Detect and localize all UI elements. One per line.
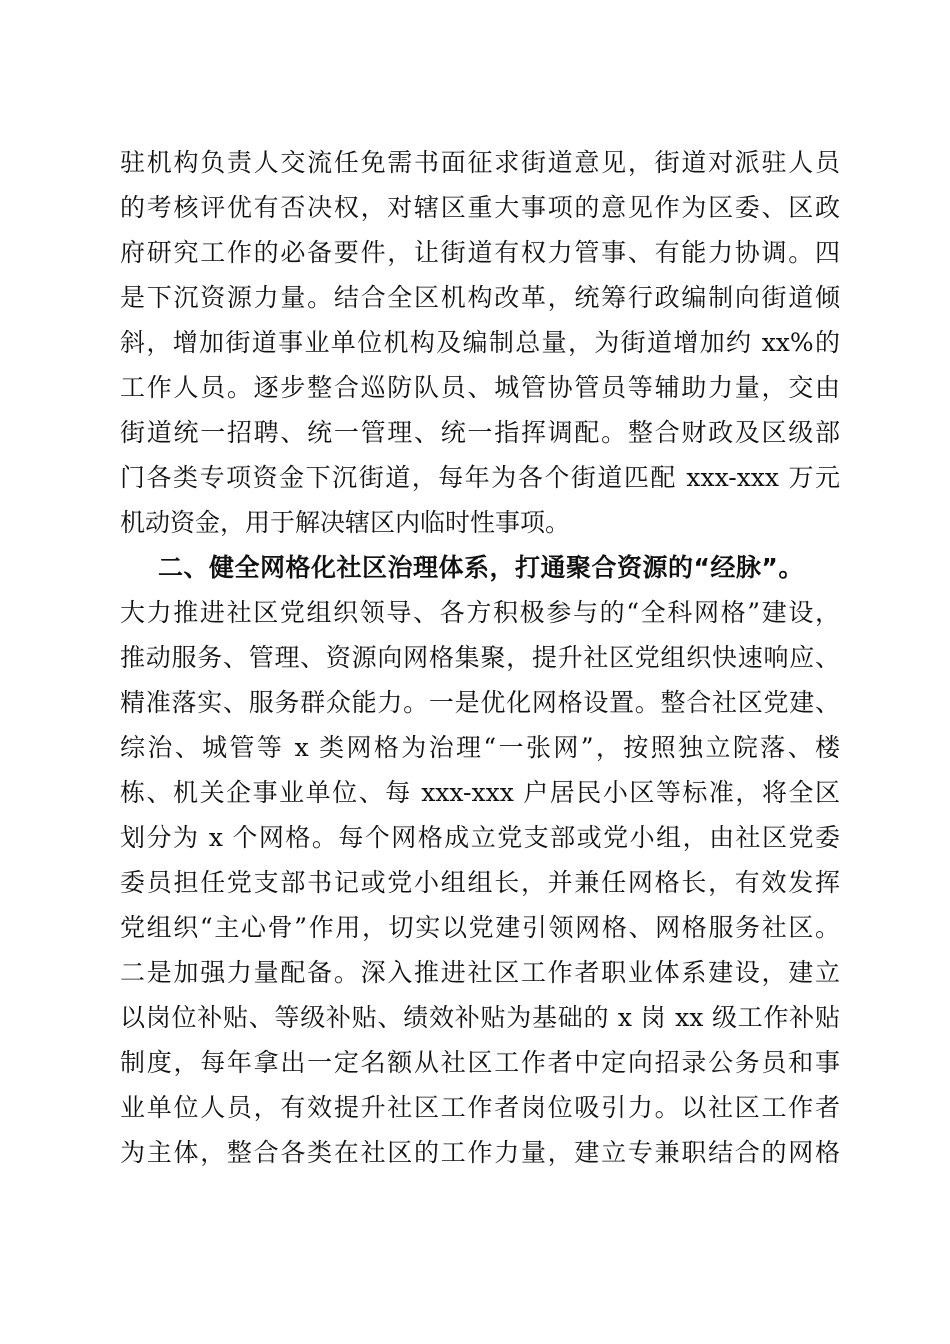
section-heading: 二、健全网格化社区治理体系，打通聚合资源的“经脉”。 — [158, 553, 804, 582]
paragraph-2-line-9: 二是加强力量配备。深入推进社区工作者职业体系建设，建立 — [120, 958, 840, 987]
paragraph-2-line-2: 推动服务、管理、资源向网格集聚，提升社区党组织快速响应、 — [120, 643, 840, 672]
paragraph-2-line-6: 划分为 x 个网格。每个网格成立党支部或党小组，由社区党委 — [120, 823, 840, 852]
paragraph-1-line-4: 是下沉资源力量。结合全区机构改革，统筹行政编制向街道倾 — [120, 283, 840, 312]
paragraph-2-line-3: 精准落实、服务群众能力。一是优化网格设置。整合社区党建、 — [120, 688, 840, 717]
paragraph-1-line-3: 府研究工作的必备要件，让街道有权力管事、有能力协调。四 — [120, 238, 840, 267]
paragraph-2-line-1: 大力推进社区党组织领导、各方积极参与的“全科网格”建设， — [120, 598, 840, 627]
paragraph-2-line-5: 栋、机关企事业单位、每 xxx-xxx 户居民小区等标准，将全区 — [120, 778, 840, 807]
paragraph-2-line-11: 制度，每年拿出一定名额从社区工作者中定向招录公务员和事 — [120, 1048, 840, 1077]
paragraph-2-line-8: 党组织“主心骨”作用，切实以党建引领网格、网格服务社区。 — [120, 913, 840, 942]
paragraph-1-line-5: 斜，增加街道事业单位机构及编制总量，为街道增加约 xx%的 — [120, 328, 840, 357]
paragraph-1-line-6: 工作人员。逐步整合巡防队员、城管协管员等辅助力量，交由 — [120, 373, 840, 402]
paragraph-2-line-10: 以岗位补贴、等级补贴、绩效补贴为基础的 x 岗 xx 级工作补贴 — [120, 1003, 840, 1032]
paragraph-2-line-7: 委员担任党支部书记或党小组组长，并兼任网格长，有效发挥 — [120, 868, 840, 897]
paragraph-1-line-7: 街道统一招聘、统一管理、统一指挥调配。整合财政及区级部 — [120, 418, 840, 447]
paragraph-1-line-8: 门各类专项资金下沉街道，每年为各个街道匹配 xxx-xxx 万元 — [120, 463, 840, 492]
paragraph-2-line-12: 业单位人员，有效提升社区工作者岗位吸引力。以社区工作者 — [120, 1093, 840, 1122]
paragraph-1-line-9: 机动资金，用于解决辖区内临时性事项。 — [120, 508, 571, 537]
paragraph-1-line-2: 的考核评优有否决权，对辖区重大事项的意见作为区委、区政 — [120, 193, 840, 222]
paragraph-1-line-1: 驻机构负责人交流任免需书面征求街道意见，街道对派驻人员 — [120, 148, 840, 177]
paragraph-2-line-13: 为主体，整合各类在社区的工作力量，建立专兼职结合的网格 — [120, 1138, 840, 1167]
paragraph-2-line-4: 综治、城管等 x 类网格为治理“一张网”，按照独立院落、楼 — [120, 733, 840, 762]
